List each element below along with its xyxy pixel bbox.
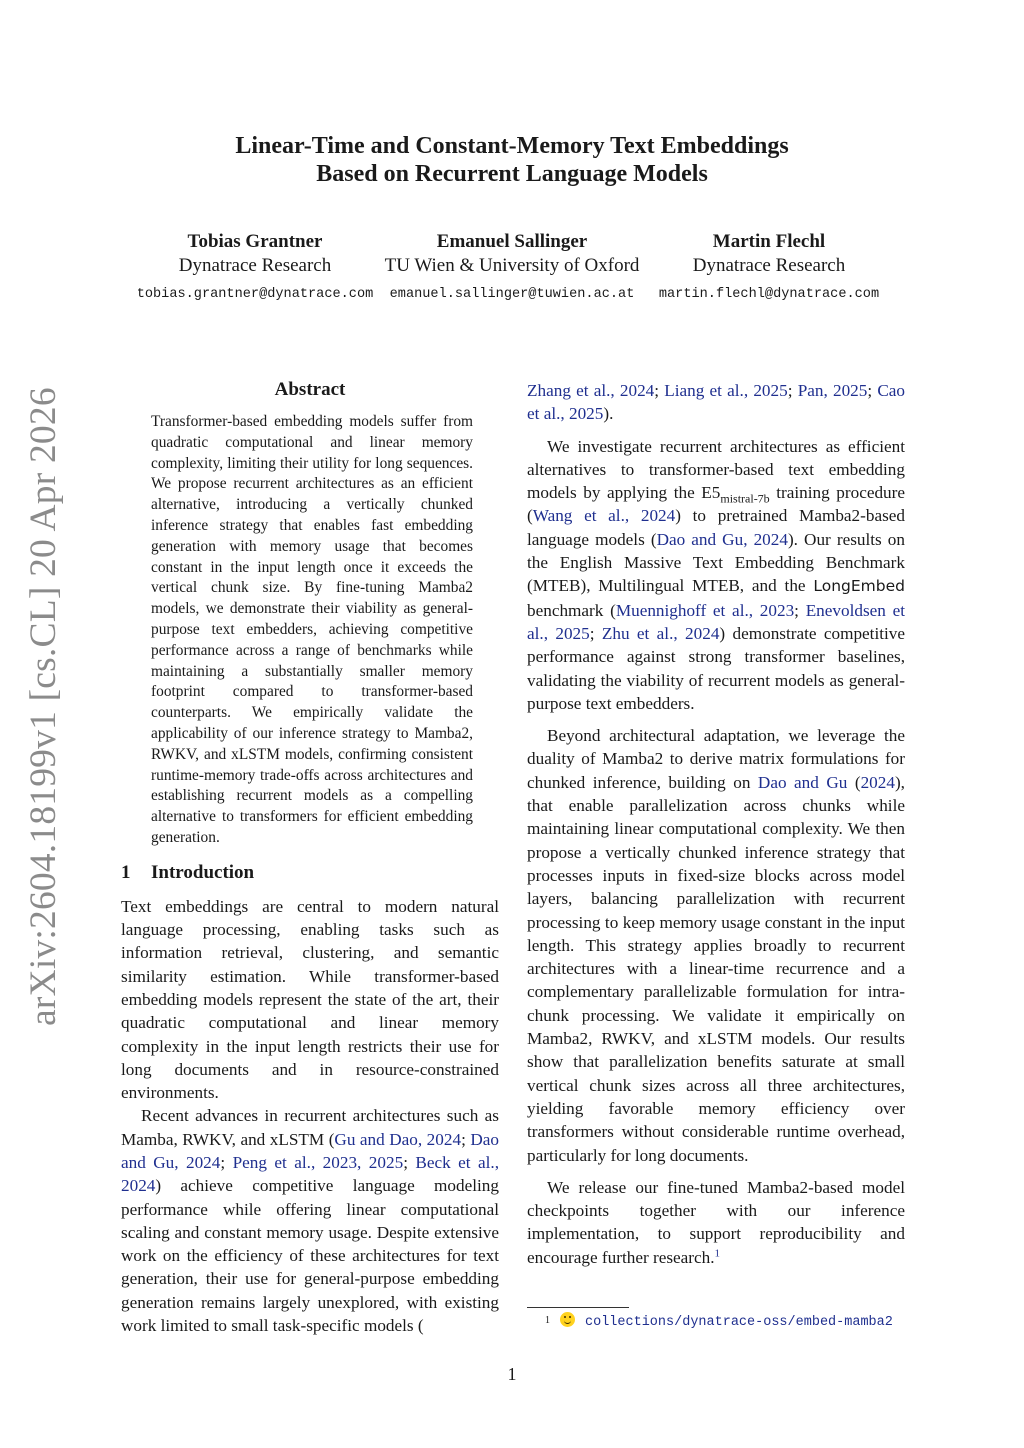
footnote xyxy=(545,1312,893,1332)
citation-link[interactable]: Beck et al., 2024 xyxy=(121,1153,500,1196)
citation-separator: ; xyxy=(403,1153,416,1172)
author-name: Emanuel Sallinger xyxy=(436,231,588,252)
citation-link[interactable]: Dao and Gu, 2024 xyxy=(121,1129,499,1172)
citation-separator: ; xyxy=(794,600,806,620)
section-number: 1 xyxy=(121,861,131,883)
intro-paragraph-5 xyxy=(527,1176,905,1269)
author-email[interactable]: tobias.grantner@dynatrace.com xyxy=(136,287,374,302)
author-name: Tobias Grantner xyxy=(187,231,323,252)
citation-link[interactable]: Gu and Dao, 2024 xyxy=(334,1129,462,1149)
author-affiliation: Dynatrace Research xyxy=(178,255,332,276)
citation-link[interactable]: 2024 xyxy=(860,772,895,792)
citation-separator: ; xyxy=(461,1129,471,1149)
citation-link[interactable]: Zhu et al., 2024 xyxy=(601,623,720,643)
page-number: 1 xyxy=(507,1364,517,1384)
intro-paragraph-3 xyxy=(527,435,905,716)
paragraph-text: We investigate recurrent architectures as efficient alternatives to transformer-based text embedding models by applying the E5 xyxy=(527,436,905,503)
footnote-link[interactable]: collections/dynatrace-oss/embed-mamba2 xyxy=(585,1315,893,1330)
citation-separator: ; xyxy=(787,381,798,400)
paragraph-text: ) to pretrained Mamba2-based language models ( xyxy=(527,506,905,549)
author-block xyxy=(604,230,934,308)
citation-separator: ; xyxy=(220,1153,233,1172)
footnote-reference[interactable]: 1 xyxy=(714,1246,721,1259)
left-column xyxy=(121,378,499,1337)
footnote-mark: 1 xyxy=(545,1315,550,1326)
citation-link[interactable]: Cao et al., 2025 xyxy=(527,381,906,424)
paragraph-text: ). Our results on the English Massive Text Embedding Benchmark (MTEB), Multilingual MTEB, and the xyxy=(527,529,905,596)
citation-link[interactable]: Wang et al., 2024 xyxy=(532,506,676,526)
citation-link[interactable]: Peng et al., 2023, 2025 xyxy=(232,1153,404,1172)
intro-paragraph-2-continued xyxy=(527,379,905,426)
citation-link[interactable]: Zhang et al., 2024 xyxy=(527,381,655,400)
hugging-face-icon xyxy=(560,1312,575,1327)
footnote-divider xyxy=(527,1307,629,1308)
paragraph-text: Recent advances in recurrent architectures such as Mamba, RWKV, and xLSTM ( xyxy=(121,1106,499,1149)
paper-title xyxy=(0,132,1024,188)
citation-separator: ( xyxy=(847,772,861,792)
section-heading xyxy=(121,861,499,885)
model-subscript: mistral-7b xyxy=(720,491,770,506)
intro-paragraph-1: Text embeddings are central to modern natural language processing, enabling tasks such as information retrieval, clustering, and semantic similarity estimation. While transformer-based embedding models represent the state of the art, their quadratic computational and linear memory complexity in the input length restricts their use for long documents and in resource-constrained environments. xyxy=(121,896,499,1103)
section-title: Introduction xyxy=(151,861,255,883)
abstract-text: Transformer-based embedding models suffer from quadratic computational and linear memory complexity, limiting their utility for long sequences. We propose recurrent architectures as an efficient alternative, introducing a vertically chunked inference strategy that enables fast embedding generation with memory usage that becomes constant in the input length once it exceeds the vertical chunk size. By fine-tuning Mamba2 models, we demonstrate their viability as general-purpose text embedders, achieving competitive performance across a range of benchmarks while maintaining a substantially smaller memory footprint compared to transformer-based counterparts. We empirically validate the applicability of our inference strategy to Mamba2, RWKV, and xLSTM models, confirming consistent runtime-memory trade-offs across architectures and establishing recurrent models as a compelling alternative to transformers for efficient embedding generation. xyxy=(151,413,473,846)
right-column xyxy=(527,379,905,1269)
citation-link[interactable]: Pan, 2025 xyxy=(797,381,868,400)
intro-paragraph-4 xyxy=(527,724,905,1167)
author-affiliation: TU Wien & University of Oxford xyxy=(384,255,640,276)
paragraph-text: ). xyxy=(603,404,614,424)
author-email[interactable]: martin.flechl@dynatrace.com xyxy=(658,287,880,302)
citation-separator: ; xyxy=(589,623,602,643)
paragraph-text: ) achieve competitive language modeling performance while offering linear computational scaling and constant memory usage. Despite extensive work on the efficiency of these architectures for text generation, their use for general-purpose embedding generation remains largely unexplored, with existing work limited to small task-specific models ( xyxy=(121,1176,499,1336)
citation-link[interactable]: Muennighoff et al., 2023 xyxy=(615,600,795,620)
author-email[interactable]: emanuel.sallinger@tuwien.ac.at xyxy=(389,287,635,302)
paragraph-text: ), that enable parallelization across chunks while maintaining linear computational complexity. We then propose a vertically chunked inference strategy that processes inputs in fixed-size blocks across model layers, balancing parallelization with recurrent processing to keep memory usage constant in the input length. This strategy applies broadly to recurrent architectures with a linear-time recurrence and a complementary parallelizable formulation for intra-chunk processing. We validate it empirically on Mamba2, RWKV, and xLSTM models. Our results show that parallelization benefits saturate at small vertical chunk sizes across all three architectures, yielding favorable memory efficiency over transformers without considerable runtime overhead, particularly for long documents. xyxy=(527,772,905,1165)
citation-link[interactable]: Dao and Gu xyxy=(757,772,848,792)
arxiv-identifier: arXiv:2604.18199v1 [cs.CL] 20 Apr 2026 xyxy=(23,387,64,1026)
author-name: Martin Flechl xyxy=(712,231,826,252)
paragraph-text: training procedure ( xyxy=(527,483,905,526)
title-line-2: Based on Recurrent Language Models xyxy=(316,161,708,187)
citation-link[interactable]: Enevoldsen et al., 2025 xyxy=(527,600,906,643)
citation-separator: ; xyxy=(654,381,665,400)
abstract-heading: Abstract xyxy=(274,379,346,400)
paragraph-text: benchmark ( xyxy=(527,600,616,620)
benchmark-name: LongEmbed xyxy=(813,577,905,596)
title-line-1: Linear-Time and Constant-Memory Text Embeddings xyxy=(235,133,789,159)
citation-separator: ; xyxy=(867,381,878,400)
citation-link[interactable]: Liang et al., 2025 xyxy=(664,381,788,400)
paragraph-text: ) demonstrate competitive performance against strong transformer baselines, validating the viability of recurrent models as general-purpose text embedders. xyxy=(527,623,905,713)
paragraph-text: Beyond architectural adaptation, we leverage the duality of Mamba2 to derive matrix formulations for chunked inference, building on xyxy=(527,726,905,792)
intro-paragraph-2 xyxy=(121,1104,499,1337)
paragraph-text: We release our fine-tuned Mamba2-based model checkpoints together with our inference implementation, to support reproducibility and encourage further research. xyxy=(527,1177,905,1267)
citation-link[interactable]: Dao and Gu, 2024 xyxy=(656,529,788,549)
author-affiliation: Dynatrace Research xyxy=(692,255,846,276)
